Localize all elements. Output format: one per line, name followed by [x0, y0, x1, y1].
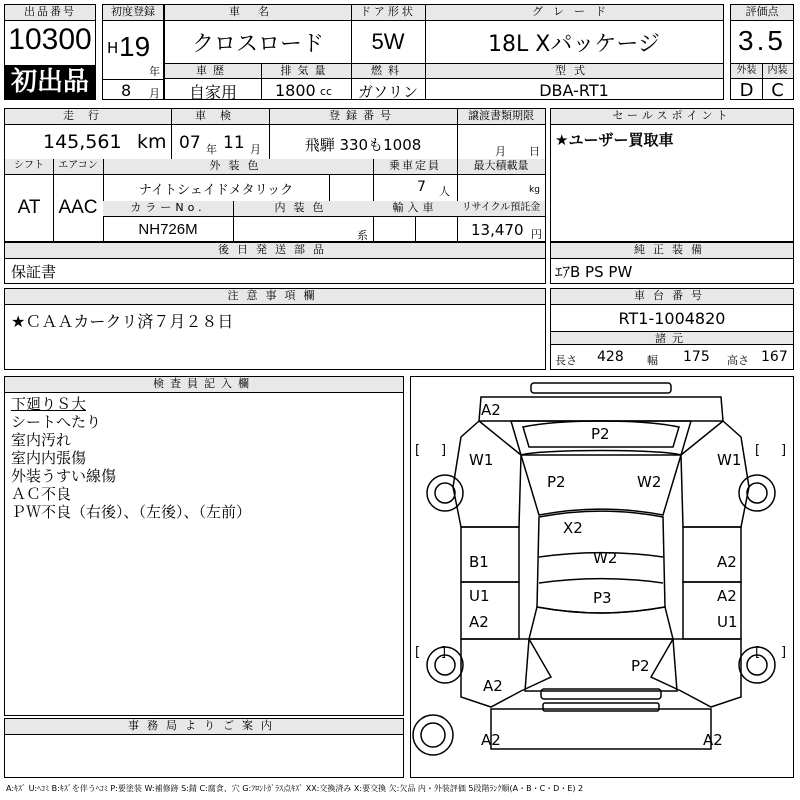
equipment-box	[550, 242, 794, 284]
recycle-unit: 円	[531, 228, 542, 241]
score: 3.5	[738, 25, 786, 56]
chassis-number: RT1-1004820	[618, 309, 726, 328]
fuel: ガソリン	[357, 83, 418, 101]
bracket-right: [	[755, 443, 761, 458]
reg-year: 19	[119, 31, 151, 62]
first-listing-badge: 初出品	[5, 65, 95, 99]
color-label: 外装色	[103, 159, 373, 175]
bracket-left-rear-close: ]	[441, 645, 447, 660]
damage-right-front-door: A2	[717, 553, 737, 571]
bracket-left-close: ]	[441, 443, 447, 458]
exterior-grade-label: 外装	[731, 63, 762, 79]
chassis-label: 車台番号	[551, 289, 793, 305]
year-unit: 年	[149, 65, 160, 78]
door-label: ドア形状	[351, 5, 425, 21]
displacement: 1800	[275, 81, 316, 100]
era: H	[107, 39, 119, 57]
sales-point-label: セールスポイント	[551, 109, 793, 125]
lot-box	[4, 4, 96, 100]
width-label: 幅	[647, 354, 658, 367]
equipment-text: ｴｱB PS PW	[555, 263, 633, 281]
bracket-right-rear: [	[755, 645, 761, 660]
score-label: 評価点	[731, 5, 793, 21]
shift: AT	[17, 197, 41, 218]
notes-box	[4, 288, 546, 370]
model-label: 型式	[425, 63, 723, 79]
history-label: 車歴	[165, 63, 261, 79]
notes-text: ★ＣＡＡカークリ済７月２８日	[11, 312, 234, 331]
grade-label: グレード	[425, 5, 723, 21]
damage-front-bumper: A2	[481, 401, 501, 419]
car-name: クロスロード	[191, 32, 324, 57]
color-no-label: カラーNo.	[103, 201, 233, 217]
inspector-line-1: 下廻りＳ大	[11, 395, 87, 413]
capacity: 7	[417, 179, 426, 195]
damage-windshield-left: P2	[547, 473, 566, 491]
first-registration-box	[102, 4, 164, 100]
inspection-label: 車検	[171, 109, 269, 125]
damage-right-rear-door-top: A2	[717, 587, 737, 605]
vehicle-info-box	[164, 4, 724, 100]
damage-right-front-fender: W1	[717, 451, 742, 469]
transfer-day-unit: 日	[529, 145, 540, 158]
inspection-month-unit: 月	[250, 143, 261, 156]
damage-roof-mid: W2	[593, 549, 618, 567]
ac-label: エアコン	[53, 159, 103, 175]
later-parts-label: 後日発送部品	[5, 243, 545, 259]
inspection-year: 07	[179, 133, 201, 153]
registration-label: 初度登録	[103, 5, 163, 21]
exterior-grade: D	[739, 80, 754, 101]
interior-color-unit: 系	[357, 229, 368, 242]
capacity-label: 乗車定員	[373, 159, 457, 175]
later-parts-box	[4, 242, 546, 284]
displacement-label: 排気量	[261, 63, 351, 79]
ac: AAC	[58, 197, 98, 218]
interior-grade-label: 内装	[762, 63, 793, 79]
length-label: 長さ	[555, 354, 577, 367]
damage-roof-front: X2	[563, 519, 583, 537]
width: 175	[683, 349, 710, 365]
bracket-left-rear: [	[415, 645, 421, 660]
legend: A:ｷｽﾞ U:ﾍｺﾐ B:ｷｽﾞを伴うﾍｺﾐ P:要塗装 W:補修跡 S:錆 C:腐食、穴 G:ﾌﾛﾝﾄｶﾞﾗｽ点ｷｽﾞ XX:交換済み X:要交換 欠:欠品 内・外装評価 5段階ﾗﾝｸ順(A・B・C・D・E) 2	[6, 784, 584, 793]
damage-left-front-fender: W1	[469, 451, 494, 469]
exterior-color: ナイトシェイドメタリック	[138, 183, 294, 198]
plate-label: 登録番号	[269, 109, 457, 125]
notes-label: 注意事項欄	[5, 289, 545, 305]
damage-right-rear-door-bottom: U1	[717, 613, 738, 631]
sales-point-text: ★ユーザー買取車	[555, 131, 674, 149]
damage-diagram	[410, 376, 794, 778]
score-box	[730, 4, 794, 100]
transfer-label: 譲渡書類期限	[457, 109, 545, 125]
bracket-right-close: ]	[781, 443, 787, 458]
history: 自家用	[188, 83, 237, 102]
equipment-label: 純正装備	[551, 243, 793, 259]
recycle-label: リサイクル預託金	[457, 201, 545, 217]
office-label: 事務局よりご案内	[5, 719, 403, 735]
bracket-left: [	[415, 443, 421, 458]
transfer-month-unit: 月	[495, 145, 506, 158]
specs-box	[4, 108, 546, 242]
inspection-year-unit: 年	[206, 143, 217, 156]
color-no: NH726M	[138, 221, 198, 238]
displacement-unit: cc	[320, 85, 333, 98]
mileage: 145,561	[43, 131, 122, 153]
fuel-label: 燃料	[351, 63, 425, 79]
inspector-line-3: 室内汚れ	[11, 431, 72, 449]
shift-label: シフト	[5, 159, 53, 175]
damage-roof-rear: P3	[593, 589, 612, 607]
inspector-line-5: 外装うすい線傷	[11, 467, 117, 485]
month-unit: 月	[149, 87, 160, 100]
damage-tailgate: P2	[631, 657, 650, 675]
inspector-box	[4, 376, 404, 716]
interior-color-label: 内装色	[233, 201, 373, 217]
damage-left-rear-door-bottom: A2	[469, 613, 489, 631]
later-parts-text: 保証書	[11, 263, 57, 281]
mileage-unit: km	[137, 131, 167, 153]
car-name-label: 車名	[165, 5, 351, 21]
height-label: 高さ	[727, 354, 749, 367]
model: DBA-RT1	[539, 81, 609, 100]
lot-number: 10300	[8, 23, 92, 56]
mileage-label: 走行	[5, 109, 171, 125]
height: 167	[761, 349, 788, 365]
damage-left-rear-door-top: U1	[469, 587, 490, 605]
damage-left-front-door: B1	[469, 553, 489, 571]
load-label: 最大積載量	[457, 159, 545, 175]
sales-point-box	[550, 108, 794, 242]
grade: 18L Xパッケージ	[488, 32, 660, 57]
length: 428	[597, 349, 624, 365]
damage-rear-bumper-left: A2	[481, 731, 501, 749]
interior-grade: C	[771, 80, 784, 101]
lot-label: 出品番号	[5, 5, 95, 21]
office-box	[4, 718, 404, 778]
bracket-right-rear-close: ]	[781, 645, 787, 660]
plate: 飛騨 330も1008	[304, 136, 422, 154]
reg-month: 8	[121, 81, 132, 100]
inspector-line-2: シートへたり	[11, 413, 102, 431]
damage-hood: P2	[591, 425, 610, 443]
door-type: 5W	[371, 29, 405, 54]
inspection-month: 11	[223, 133, 245, 153]
damage-left-rear-quarter: A2	[483, 677, 503, 695]
inspector-line-7: ＰＷ不良（右後）、（左後）、（左前）	[11, 503, 252, 521]
chassis-box	[550, 288, 794, 370]
dims-label: 諸元	[551, 331, 793, 345]
import-label: 輸入車	[373, 201, 457, 217]
inspector-line-4: 室内内張傷	[11, 449, 87, 467]
load-unit: kg	[529, 185, 540, 195]
inspector-line-6: ＡＣ不良	[11, 485, 72, 503]
damage-windshield-right: W2	[637, 473, 662, 491]
inspector-label: 検査員記入欄	[5, 377, 403, 393]
damage-rear-bumper-right: A2	[703, 731, 723, 749]
recycle: 13,470	[471, 221, 524, 239]
capacity-unit: 人	[439, 185, 450, 198]
